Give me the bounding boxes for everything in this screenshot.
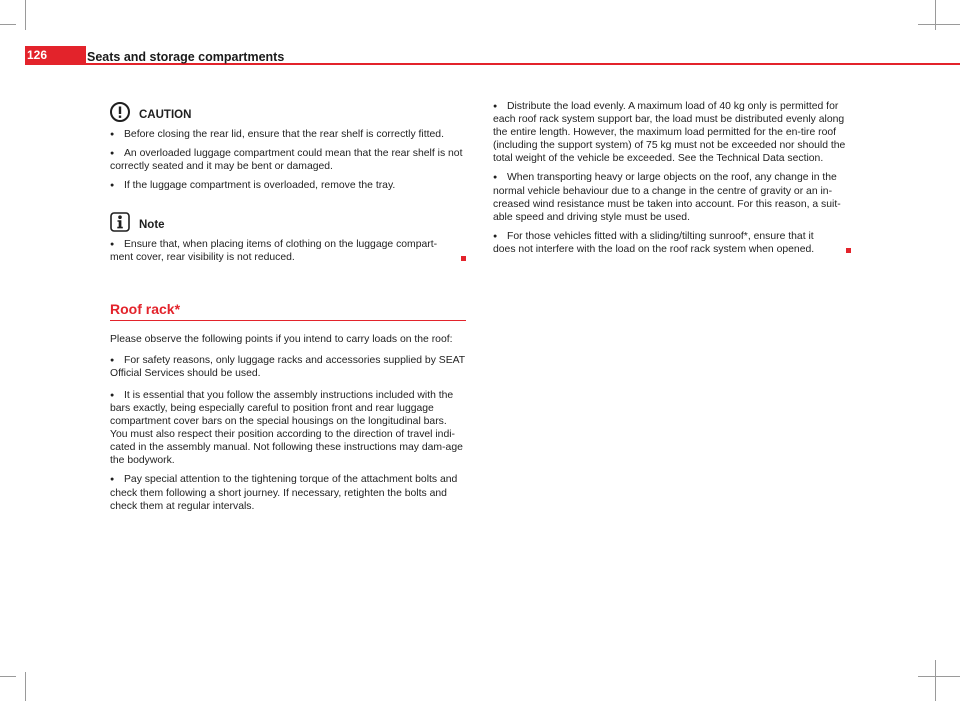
page-number-tab — [25, 46, 86, 65]
crop-mark — [0, 24, 16, 25]
section-rule — [110, 320, 466, 321]
roof-rack-item: ● For those vehicles fitted with a sliding/tilting sunroof*, ensure that it does not interfere with the load on the roof rack system when opened. — [493, 230, 849, 256]
crop-mark — [935, 0, 936, 30]
note-icon — [110, 212, 130, 232]
page-number: 126 — [27, 48, 48, 62]
section-intro: Please observe the following points if you intend to carry loads on the roof: — [110, 333, 453, 345]
section-item: ● It is essential that you follow the assembly instructions included with the bars exactly, being especially careful to position front and rear luggage compartment cover bars on the special housings on the longitudinal bars. You must also respect their position according to the direction of travel indi-cated in the assembly manual. Not following these instructions may dam-age the bodywork. — [110, 389, 466, 468]
roof-rack-item-wrap — [493, 230, 849, 256]
end-of-section-mark — [846, 248, 851, 253]
caution-item: ● If the luggage compartment is overloaded, remove the tray. — [110, 179, 466, 192]
caution-title: CAUTION — [139, 109, 192, 121]
note-item: ● Ensure that, when placing items of clothing on the luggage compart-ment cover, rear visibility is not reduced. — [110, 238, 466, 264]
note-item-wrap — [110, 238, 466, 264]
left-column — [110, 102, 466, 519]
crop-mark — [25, 0, 26, 30]
end-of-section-mark — [461, 256, 466, 261]
right-column — [493, 100, 849, 262]
note-title: Note — [139, 219, 165, 232]
note-box — [110, 212, 466, 232]
section-item: ● For safety reasons, only luggage racks and accessories supplied by SEAT Official Services should be used. — [110, 354, 466, 380]
caution-box — [110, 102, 466, 122]
caution-item: ● An overloaded luggage compartment could mean that the rear shelf is not correctly seated and it may be bent or damaged. — [110, 147, 466, 173]
section-title: Roof rack* — [110, 300, 181, 317]
crop-mark — [918, 24, 960, 25]
section-item: ● Pay special attention to the tightening torque of the attachment bolts and check them following a short journey. If necessary, retighten the bolts and check them at regular intervals. — [110, 473, 466, 512]
caution-icon — [110, 102, 130, 122]
page-title: Seats and storage compartments — [87, 50, 285, 64]
roof-rack-item: ● When transporting heavy or large objects on the roof, any change in the normal vehicle behaviour due to a change in the centre of gravity or an in-creased wind resistance must be taken into account. For this reason, a suit-able speed and driving style must be used. — [493, 171, 849, 223]
spacer — [110, 198, 466, 212]
crop-mark — [25, 672, 26, 701]
caution-item: ● Before closing the rear lid, ensure that the rear shelf is correctly fitted. — [110, 128, 466, 141]
roof-rack-item: ● Distribute the load evenly. A maximum load of 40 kg only is permitted for each roof rack system support bar, the load must be distributed evenly along the entire length. However, the maximum load permitted for the en-tire roof (including the support system) of 75 kg must not be exceeded nor should the total weight of the vehicle be exceeded. See the Technical Data section. — [493, 100, 849, 165]
crop-mark — [0, 676, 16, 677]
crop-mark — [935, 660, 936, 701]
crop-mark — [918, 676, 960, 677]
